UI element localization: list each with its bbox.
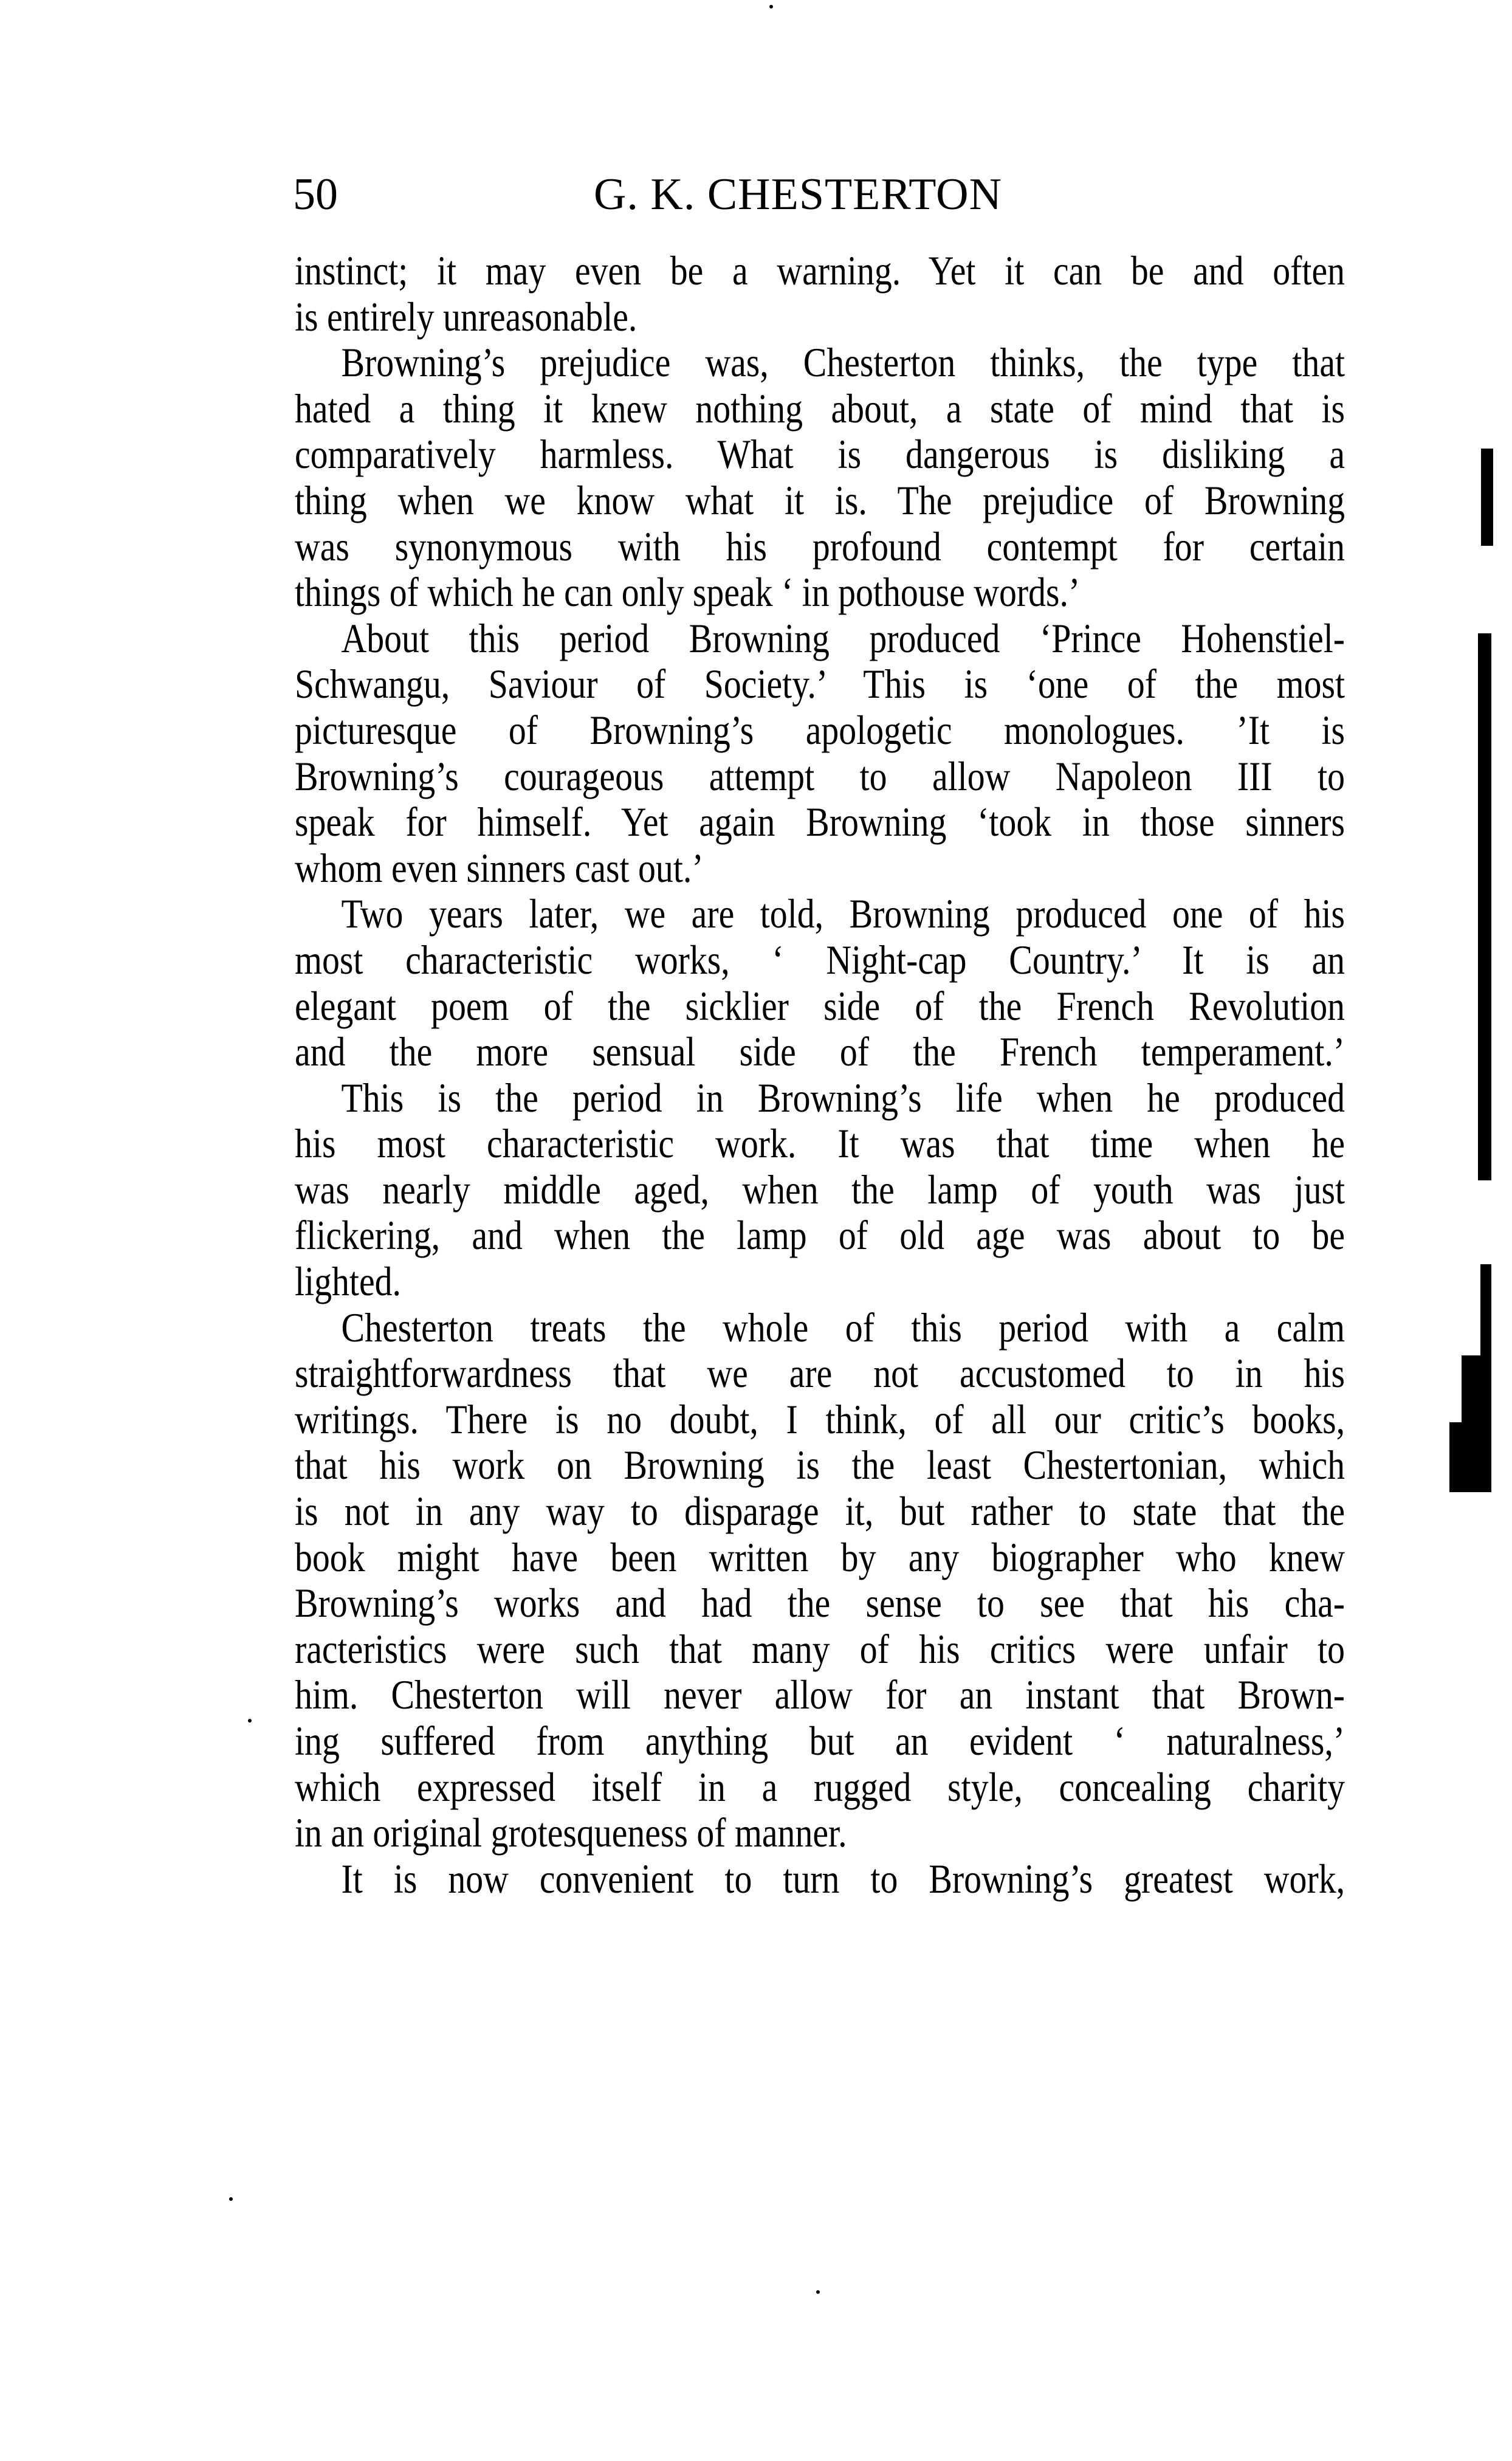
text-line: most characteristic works, ‘ Night-cap Country.’ It is an (295, 936, 1345, 983)
scan-margin-bar (1462, 1355, 1491, 1422)
text-line: book might have been written by any biographer who knew (295, 1533, 1345, 1580)
text-line: Two years later, we are told, Browning produced one of his (341, 890, 1345, 937)
text-line: flickering, and when the lamp of old age was about to be (295, 1212, 1345, 1259)
text-line: whom even sinners cast out.’ (295, 844, 704, 891)
text-line: instinct; it may even be a warning. Yet it can be and often (295, 247, 1345, 294)
text-line: lighted. (295, 1258, 401, 1305)
text-line: in an original grotesqueness of manner. (295, 1809, 847, 1856)
text-line: which expressed itself in a rugged style, concealing charity (295, 1763, 1345, 1810)
scan-margin-bar (1449, 1422, 1491, 1492)
text-line: ing suffered from anything but an evident ‘ naturalness,’ (295, 1718, 1345, 1764)
text-line: straightforwardness that we are not accustomed to in his (295, 1350, 1345, 1397)
scan-margin-bar (1480, 1264, 1491, 1355)
running-title: G. K. CHESTERTON (593, 170, 1003, 219)
text-line: thing when we know what it is. The prejudice of Browning (295, 477, 1345, 523)
text-line: was synonymous with his profound contempt for certain (295, 523, 1345, 570)
text-line: Browning’s works and had the sense to see that his cha- (295, 1580, 1345, 1626)
scan-margin-bar (1478, 633, 1491, 1180)
text-line: hated a thing it knew nothing about, a state of mind that is (295, 385, 1345, 432)
page-number: 50 (293, 170, 338, 219)
text-line: writings. There is no doubt, I think, of all our critic’s books, (295, 1396, 1345, 1442)
text-line: that his work on Browning is the least Chestertonian, which (295, 1442, 1345, 1489)
body-text (295, 248, 1345, 1902)
text-line: It is now convenient to turn to Browning’s greatest work, (341, 1855, 1345, 1902)
scan-speck (248, 1719, 252, 1723)
text-line: is entirely unreasonable. (295, 293, 637, 340)
text-line: speak for himself. Yet again Browning ‘took in those sinners (295, 799, 1345, 845)
text-line: elegant poem of the sicklier side of the French Revolution (295, 982, 1345, 1029)
text-line: Browning’s courageous attempt to allow Napoleon III to (295, 752, 1345, 799)
text-line: Browning’s prejudice was, Chesterton thinks, the type that (341, 339, 1345, 386)
text-line: This is the period in Browning’s life when he produced (341, 1074, 1345, 1121)
scan-speck (769, 5, 773, 9)
scan-speck (229, 2197, 233, 2201)
text-line: About this period Browning produced ‘Prince Hohenstiel- (341, 614, 1345, 661)
text-line: was nearly middle aged, when the lamp of youth was just (295, 1166, 1345, 1213)
scan-speck (816, 2290, 820, 2294)
text-line: Schwangu, Saviour of Society.’ This is ‘one of the most (295, 661, 1345, 707)
text-line: racteristics were such that many of his critics were unfair to (295, 1625, 1345, 1672)
text-line: comparatively harmless. What is dangerous is disliking a (295, 431, 1345, 478)
text-line: is not in any way to disparage it, but rather to state that the (295, 1488, 1345, 1535)
scan-margin-bar (1481, 449, 1493, 546)
text-line: his most characteristic work. It was that time when he (295, 1120, 1345, 1167)
text-line: picturesque of Browning’s apologetic monologues. ’It is (295, 706, 1345, 753)
text-line: things of which he can only speak ‘ in pothouse words.’ (295, 569, 1081, 616)
text-line: Chesterton treats the whole of this period with a calm (341, 1304, 1345, 1351)
text-line: him. Chesterton will never allow for an instant that Brown- (295, 1671, 1345, 1718)
text-line: and the more sensual side of the French temperament.’ (295, 1028, 1345, 1075)
